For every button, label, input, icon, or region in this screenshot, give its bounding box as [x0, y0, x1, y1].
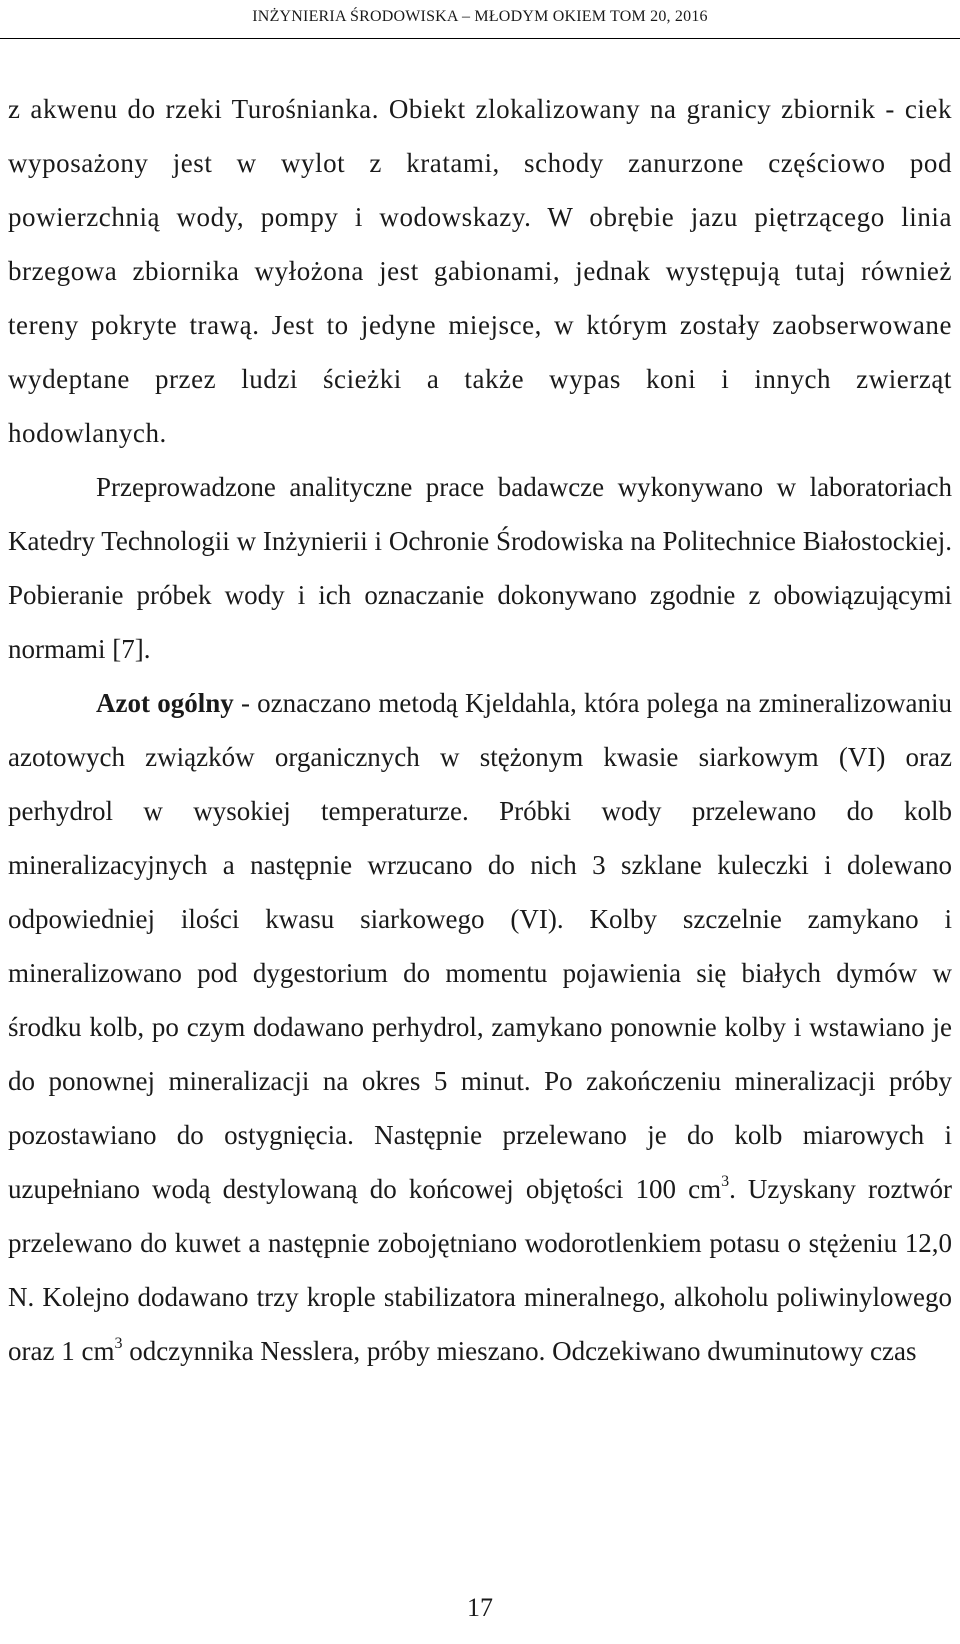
header-rule: [0, 38, 960, 39]
section-lead-term: Azot ogólny: [96, 688, 234, 718]
paragraph-site-description: z akwenu do rzeki Turośnianka. Obiekt zlokalizowany na granicy zbiornik - ciek wyposażony jest w wylot z kratami, schody zanurzone częściowo pod powierzchnią wody, pompy i wodowskazy. W obrębie jazu piętrzącego linia brzegowa zbiornika wyłożona jest gabionami, jednak występują tutaj również tereny pokryte trawą. Jest to jedyne miejsce, w którym zostały zaobserwowane wydeptane przez ludzi ścieżki a także wypas koni i innych zwierząt hodowlanych.: [8, 94, 952, 448]
superscript: 3: [114, 1335, 123, 1352]
page-body: [8, 82, 952, 1378]
paragraph-methods: Przeprowadzone analityczne prace badawcze wykonywano w laboratoriach Katedry Technologii w Inżynierii i Ochronie Środowiska na Politechnice Białostockiej. Pobieranie próbek wody i ich oznaczanie dokonywano zgodnie z obowiązującymi normami [7].: [8, 472, 952, 664]
paragraph-text: . Uzyskany roztwór przelewano do kuwet a następnie zobojętniano wodorotlenkiem potasu o stężeniu 12,0 N. Kolejno dodawano trzy krople stabilizatora mineralnego, alkoholu poliwinylowego oraz 1 cm: [8, 1174, 952, 1366]
paragraph-text: - oznaczano metodą Kjeldahla, która polega na zmineralizowaniu azotowych związków organicznych w stężonym kwasie siarkowym (VI) oraz perhydrol w wysokiej temperaturze. Próbki wody przelewano do kolb mineralizacyjnych a następnie wrzucano do nich 3 szklane kuleczki i dolewano odpowiedniej ilości kwasu siarkowego (VI). Kolby szczelnie zamykano i mineralizowano pod dygestorium do momentu pojawienia się białych dymów w środku kolb, po czym dodawano perhydrol, zamykano ponownie kolby i wstawiano je do ponownej mineralizacji na okres 5 minut. Po zakończeniu mineralizacji próby pozostawiano do ostygnięcia. Następnie przelewano je do kolb miarowych i uzupełniano wodą destylowaną do końcowej objętości 100 cm: [8, 688, 952, 1204]
running-header: INŻYNIERIA ŚRODOWISKA – MŁODYM OKIEM TOM 20, 2016: [252, 8, 708, 25]
paragraph-total-nitrogen: [8, 676, 952, 1378]
paragraph-text: odczynnika Nesslera, próby mieszano. Odczekiwano dwuminutowy czas: [122, 1336, 917, 1366]
page-number: 17: [467, 1593, 493, 1622]
superscript: 3: [721, 1173, 730, 1190]
